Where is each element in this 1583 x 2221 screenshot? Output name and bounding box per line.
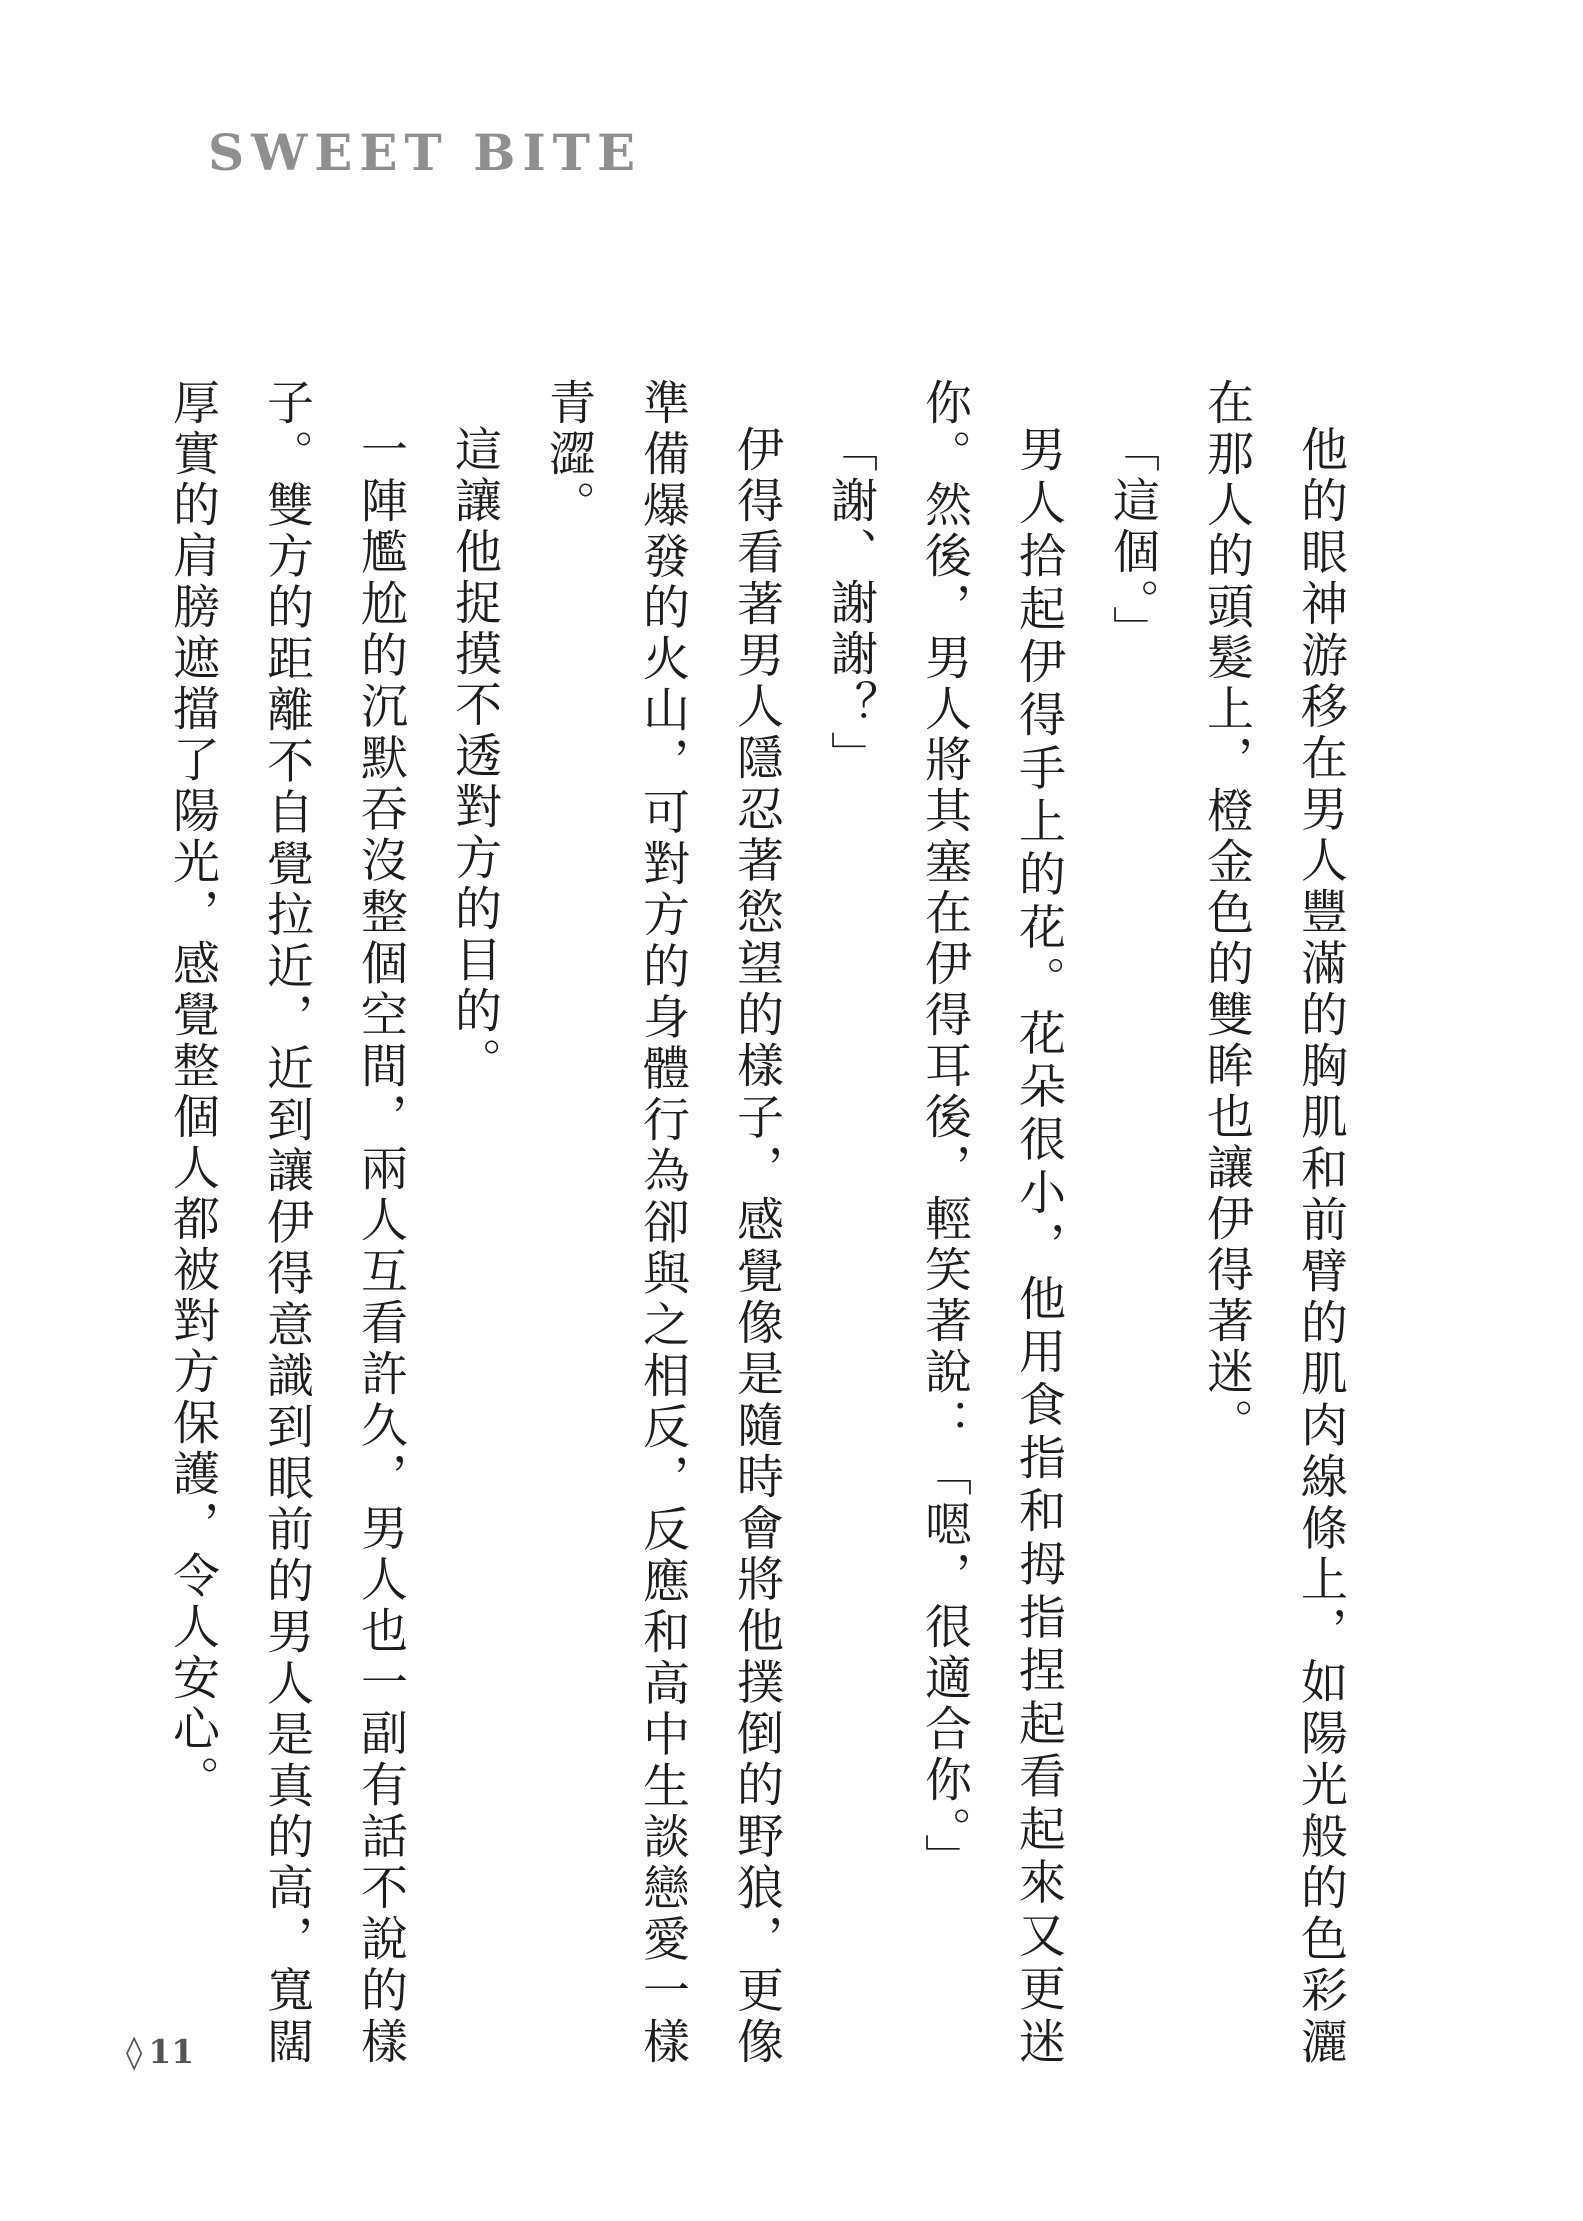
paragraph: 他的眼神游移在男人豐滿的胸肌和前臂的肌肉線條上，如陽光般的色彩灑在那人的頭髮上，橙金色的雙眸也讓伊得著迷。	[1199, 378, 1348, 2068]
lozenge-icon: ◊	[126, 2032, 143, 2071]
paragraph: 「這個。」	[1105, 425, 1160, 657]
paragraph: 「謝、謝謝？」	[823, 425, 878, 782]
page-folio	[126, 2032, 194, 2072]
paragraph: 這讓他捉摸不透對方的目的。	[447, 425, 502, 1088]
page-number: 11	[148, 2032, 195, 2071]
paragraph: 伊得看著男人隱忍著慾望的樣子，感覺像是隨時會將他撲倒的野狼，更像準備爆發的火山，可對方的身體行為卻與之相反，反應和高中生談戀愛一樣青澀。	[541, 378, 784, 2068]
running-head-title: SWEET BITE	[208, 123, 643, 182]
paragraph: 一陣尷尬的沉默吞沒整個空間，兩人互看許久，男人也一副有話不說的樣子。雙方的距離不自覺拉近，近到讓伊得意識到眼前的男人是真的高，寬闊厚實的肩膀遮擋了陽光，感覺整個人都被對方保護，令人安心。	[165, 378, 408, 2068]
paragraph: 男人拾起伊得手上的花。花朵很小，他用食指和拇指捏起看起來又更迷你。然後，男人將其塞在伊得耳後，輕笑著說：「嗯，很適合你。」	[917, 378, 1066, 2068]
